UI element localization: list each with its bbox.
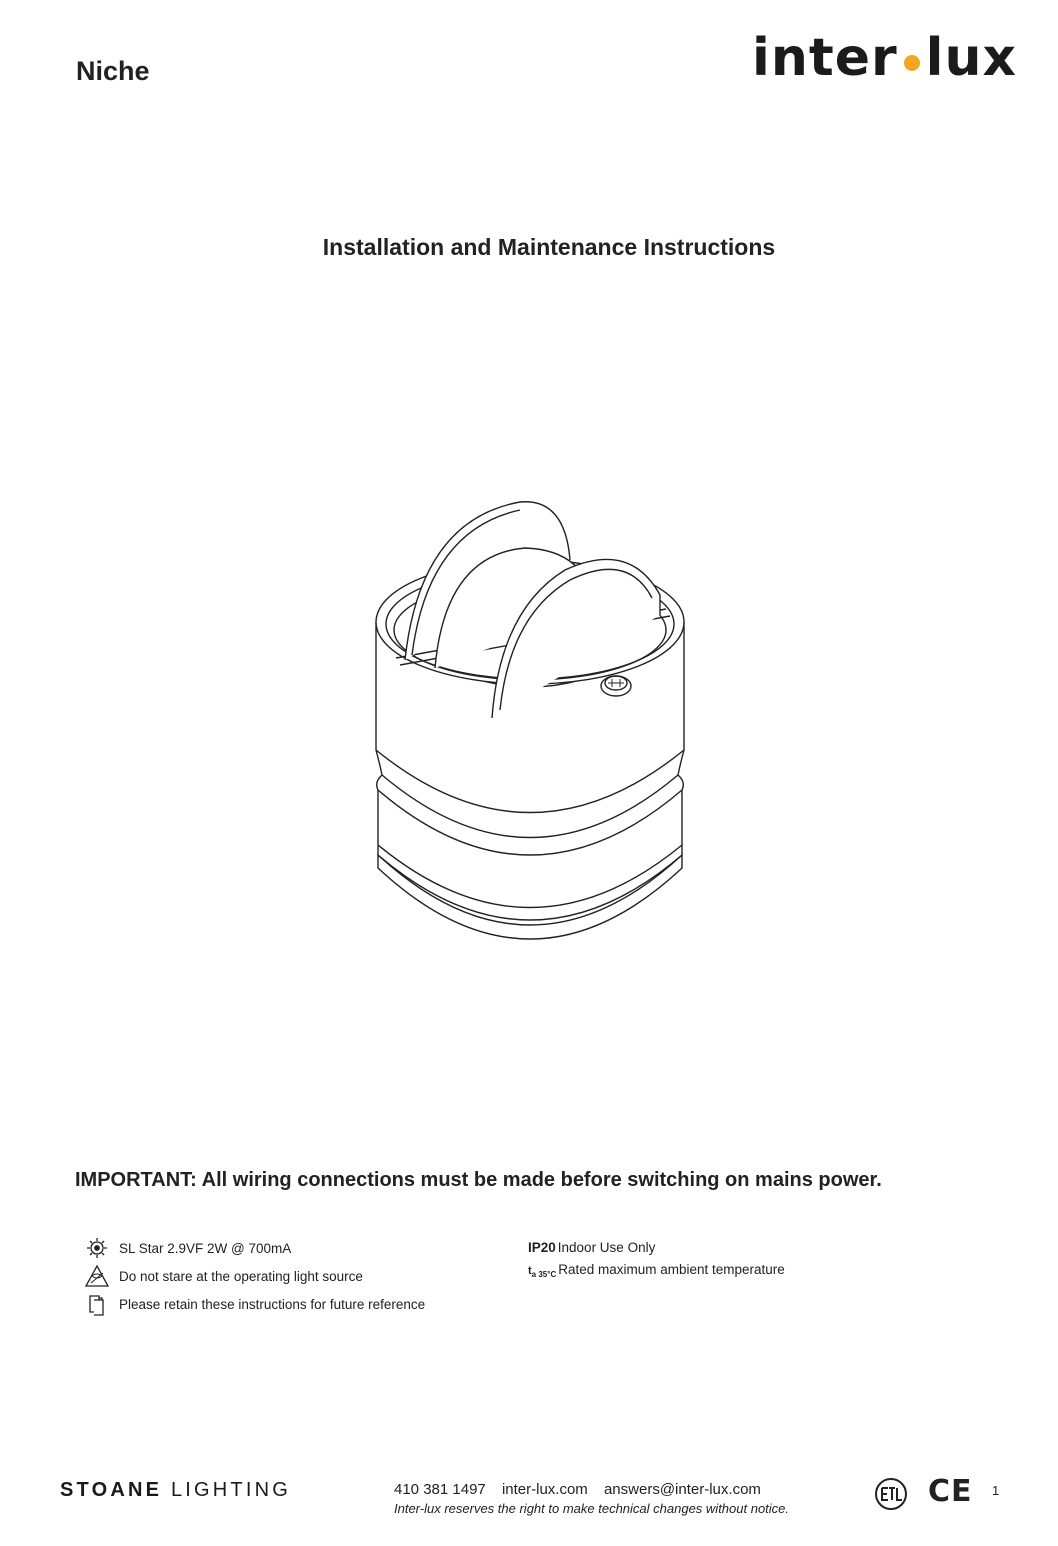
fixture-drawing <box>360 490 700 960</box>
ta-rating <box>528 1262 848 1284</box>
logo-text-right: lux <box>925 28 1018 88</box>
ce-mark: CE <box>928 1474 973 1509</box>
retain-instructions-icon <box>84 1291 110 1317</box>
page-number: 1 <box>992 1483 1000 1498</box>
important-notice: IMPORTANT: All wiring connections must be made before switching on mains power. <box>75 1169 882 1191</box>
contact-line <box>394 1481 773 1498</box>
document-title: Installation and Maintenance Instructions <box>322 234 776 260</box>
ip-text: Indoor Use Only <box>557 1240 656 1255</box>
ta-subscript: a 35°C <box>531 1270 557 1280</box>
ta-symbol <box>528 1265 556 1279</box>
spec-text: Do not stare at the operating light source <box>119 1268 363 1284</box>
no-stare-warning-icon <box>84 1263 110 1289</box>
ratings-block <box>528 1240 848 1284</box>
spec-text: Please retain these instructions for future reference <box>119 1296 426 1312</box>
led-star-icon <box>84 1235 110 1261</box>
logo-text-left: inter <box>752 28 898 88</box>
etl-listed-icon <box>873 1476 909 1512</box>
stoane-lighting-logo <box>60 1479 291 1502</box>
ip-code: IP20 <box>528 1240 556 1255</box>
ta-text: Rated maximum ambient temperature <box>558 1262 785 1277</box>
logo-dot-icon <box>904 55 920 71</box>
inter-lux-logo <box>752 30 1017 86</box>
disclaimer: Inter-lux reserves the right to make technical changes without notice. <box>394 1501 790 1516</box>
phone-number: 410 381 1497 <box>394 1481 486 1498</box>
spec-row <box>84 1290 484 1318</box>
ta-letter: t <box>528 1265 532 1277</box>
ip-rating <box>528 1240 848 1262</box>
footer-brand-light: LIGHTING <box>170 1479 292 1501</box>
email-link[interactable]: answers@inter-lux.com <box>603 1481 761 1498</box>
website-link[interactable]: inter-lux.com <box>501 1481 588 1498</box>
spec-text: SL Star 2.9VF 2W @ 700mA <box>119 1240 292 1256</box>
spec-row <box>84 1234 484 1262</box>
spec-list <box>84 1234 484 1318</box>
product-name: Niche <box>76 56 150 86</box>
footer-brand-bold: STOANE <box>60 1479 163 1501</box>
spec-row <box>84 1262 484 1290</box>
